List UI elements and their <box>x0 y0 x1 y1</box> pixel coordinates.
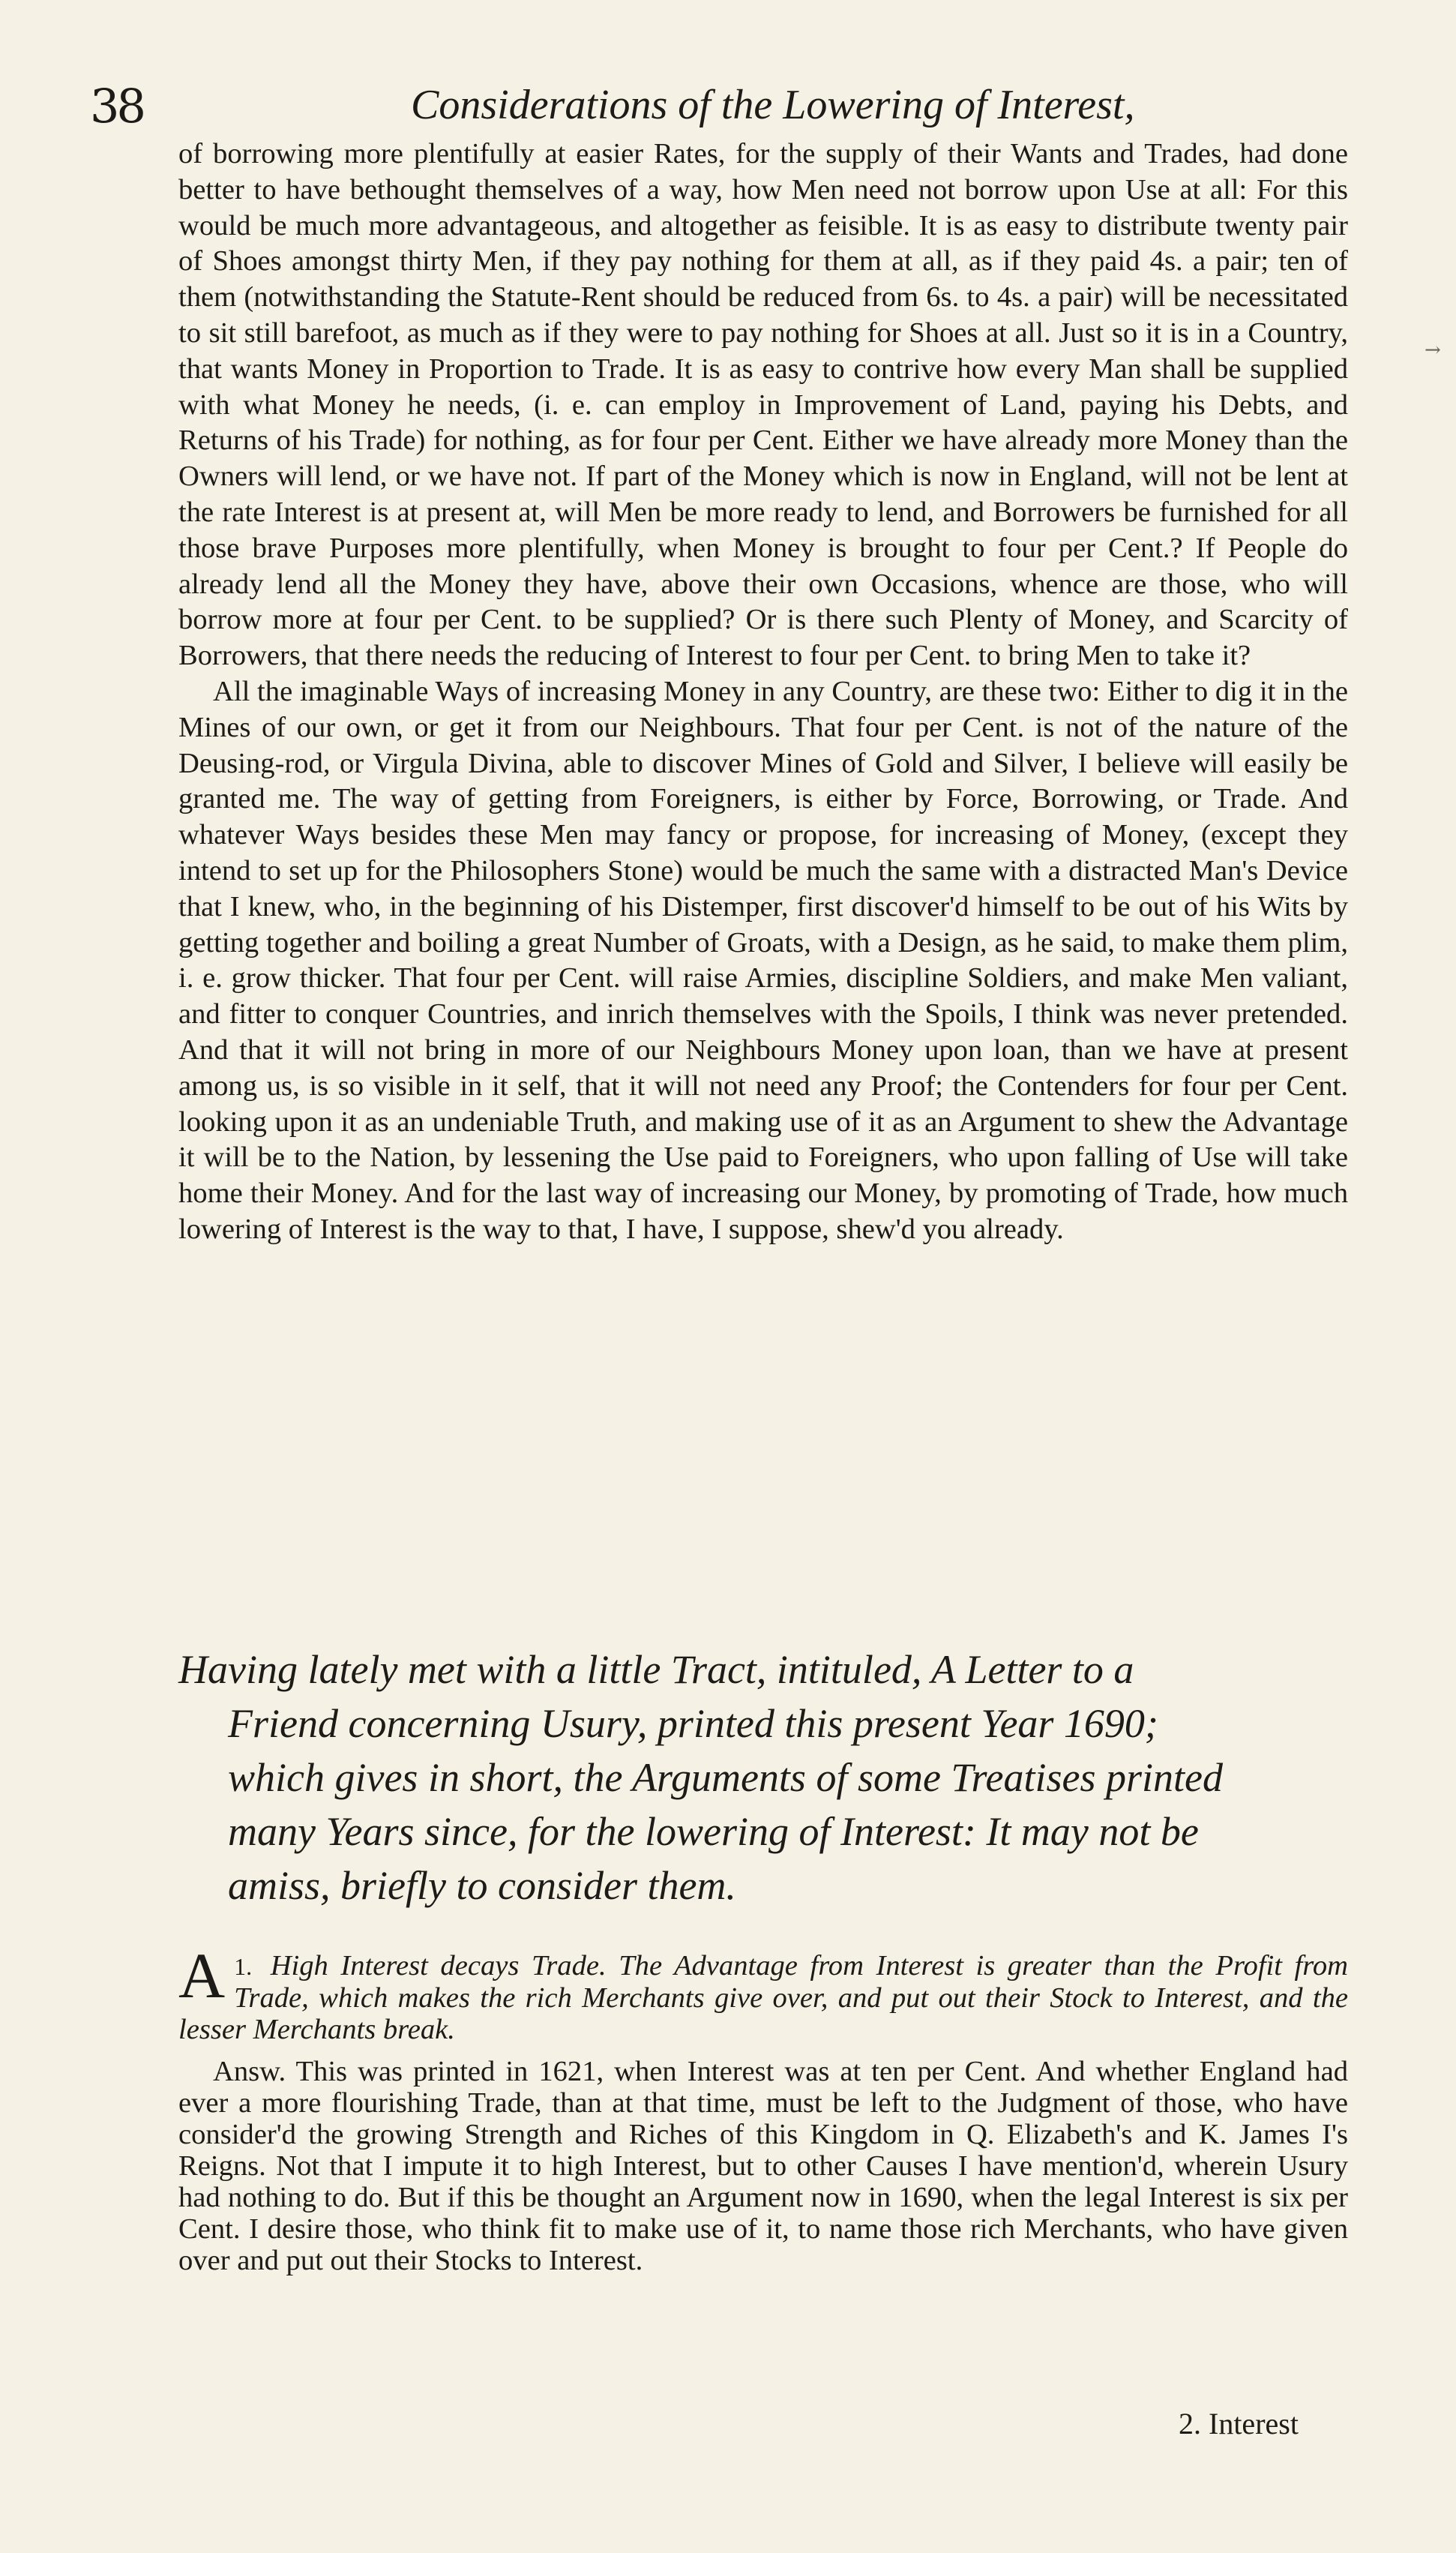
section-heading <box>178 1642 1348 1912</box>
item-number: 1. <box>234 1953 253 1980</box>
running-head: Considerations of the Lowering of Interest, <box>411 82 1135 128</box>
margin-mark: → <box>1425 339 1441 362</box>
heading-line-4: many Years since, for the lowering of Interest: It may not be <box>228 1809 1199 1854</box>
heading-line-2: Friend concerning Usury, printed this present Year 1690; <box>228 1701 1158 1746</box>
argument-item-1 <box>178 1940 1348 2276</box>
argument-claim <box>178 1940 1348 2045</box>
heading-line-5: amiss, briefly to consider them. <box>228 1863 736 1908</box>
heading-line-3: which gives in short, the Arguments of some Treatises printed <box>228 1755 1223 1800</box>
page-number: 38 <box>90 79 143 134</box>
catchword: 2. Interest <box>1179 2407 1299 2440</box>
answer-text: Answ. This was printed in 1621, when Interest was at ten per Cent. And whether England had ever a more flourishing Trade, than at that time, must be left to the Judgment of those, who have consider'd the growing Strength and Riches of this Kingdom in Q. Elizabeth's and K. James I's Reigns. Not that I impute it to high Interest, but to other Causes I have mention'd, wherein Usury had nothing to do. But if this be thought an Argument now in 1690, when the legal Interest is six per Cent. I desire those, who think fit to make use of it, to name those rich Merchants, who have given over and put out their Stocks to Interest. <box>178 2056 1348 2276</box>
claim-text: High Interest decays Trade. The Advantage from Interest is greater than the Profit from Trade, which makes the rich Merchants give over, and put out their Stock to Interest, and the lesser Merchants break. <box>178 1950 1348 2045</box>
main-text <box>178 136 1348 1248</box>
drop-cap: A <box>178 1940 226 2012</box>
heading-line-1: Having lately met with a little Tract, intituled, A Letter to a <box>178 1647 1134 1692</box>
paragraph-ways-of-increasing-money: All the imaginable Ways of increasing Money in any Country, are these two: Either to dig it in the Mines of our own, or get it from our Neighbours. That four per Cent. is not of the nature of the Deusing-rod, or Virgula Divina, able to discover Mines of Gold and Silver, I believe will easily be granted me. The way of getting from Foreigners, is either by Force, Borrowing, or Trade. And whatever Ways besides these Men may fancy or propose, for increasing of Money, (except they intend to set up for the Philosophers Stone) would be much the same with a distracted Man's Device that I knew, who, in the beginning of his Distemper, first discover'd himself to be out of his Wits by getting together and boiling a great Number of Groats, with a Design, as he said, to make them plim, i. e. grow thicker. That four per Cent. will raise Armies, discipline Soldiers, and make Men valiant, and fitter to conquer Countries, and inrich themselves with the Spoils, I think was never pretended. And that it will not bring in more of our Neighbours Money upon loan, than we have at present among us, is so visible in it self, that it will not need any Proof; the Contenders for four per Cent. looking upon it as an undeniable Truth, and making use of it as an Argument to shew the Advantage it will be to the Nation, by lessening the Use paid to Foreigners, who upon falling of Use will take home their Money. And for the last way of increasing our Money, by promoting of Trade, how much lowering of Interest is the way to that, I have, I suppose, shew'd you already. <box>178 675 1348 1245</box>
paragraph-continued: of borrowing more plentifully at easier Rates, for the supply of their Wants and Trades, had done better to have bethought themselves of a way, how Men need not borrow upon Use at all: For this would be much more advantageous, and altogether as feisible. It is as easy to distribute twenty pair of Shoes amongst thirty Men, if they pay nothing for them at all, as if they paid 4s. a pair; ten of them (notwithstanding the Statute-Rent should be reduced from 6s. to 4s. a pair) will be necessitated to sit still barefoot, as much as if they were to pay nothing for Shoes at all. Just so it is in a Country, that wants Money in Proportion to Trade. It is as easy to contrive how every Man shall be supplied with what Money he needs, (i. e. can employ in Improvement of Land, paying his Debts, and Returns of his Trade) for nothing, as for four per Cent. Either we have already more Money than the Owners will lend, or we have not. If part of the Money which is now in England, will not be lent at the rate Interest is at present at, will Men be more ready to lend, and Borrowers be furnished for all those brave Purposes more plentifully, when Money is brought to four per Cent.? If People do already lend all the Money they have, above their own Occasions, whence are those, who will borrow more at four per Cent. to be supplied? Or is there such Plenty of Money, and Scarcity of Borrowers, that there needs the reducing of Interest to four per Cent. to bring Men to take it? <box>178 138 1348 672</box>
